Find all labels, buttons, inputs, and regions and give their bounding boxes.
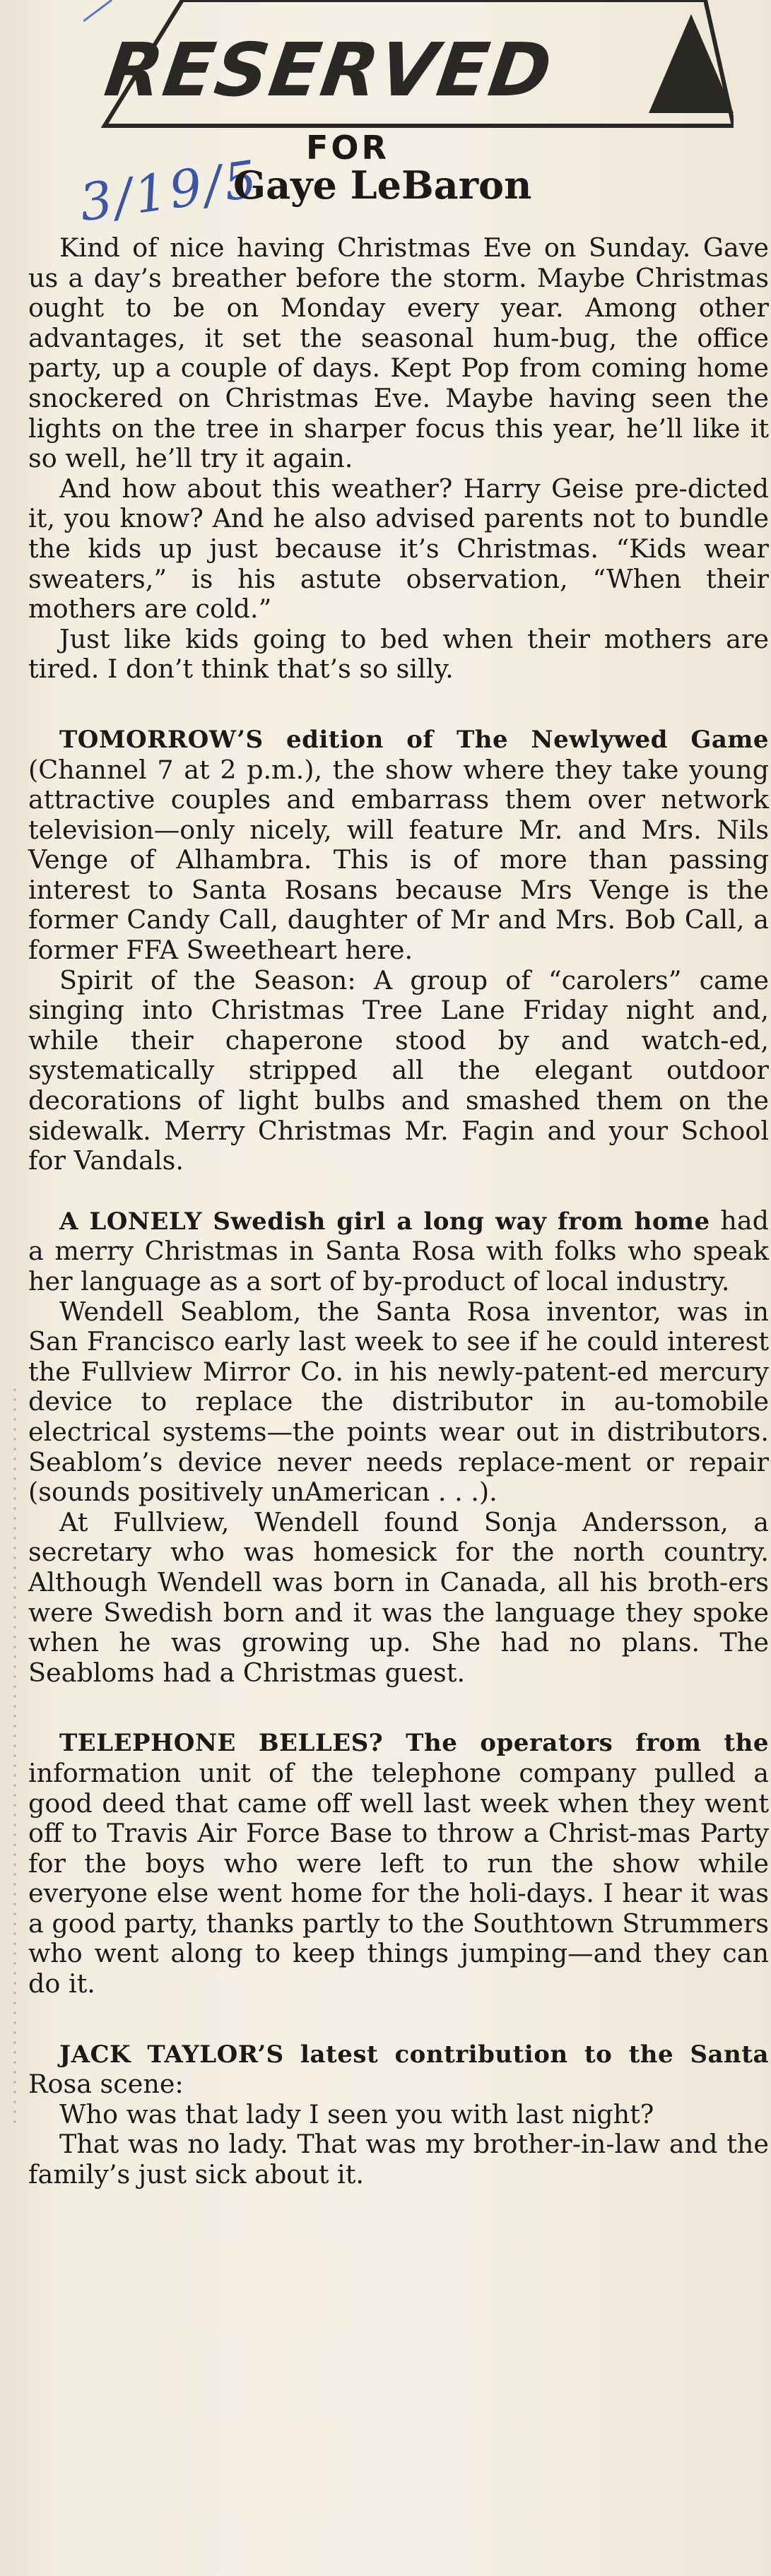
paragraph: TELEPHONE BELLES? The operators from the information unit of the telephone company pulled a good deed that came off well last week when they went off to Travis Air Force Base to throw a Christ-mas Party for the boys who were left to run the show while everyone else went home for the holi-days. I hear it was a good party, thanks partly to the Southtown Strummers who went along to keep things jumping—and they can do it.: [28, 1729, 769, 1999]
paragraph: And how about this weather? Harry Geise pre-dicted it, you know? And he also advised parents not to bundle the kids up just because it’s Christmas. “Kids wear sweaters,” is his astute observation, “When their mothers are cold.”: [28, 473, 769, 625]
paragraph: Kind of nice having Christmas Eve on Sunday. Gave us a day’s breather before the storm. Maybe Christmas ought to be on Monday every year. Among other advantages, it set the seasonal hum-bug, the office party, up a couple of days. Kept Pop from coming home snockered on Christmas Eve. Maybe having seen the lights on the tree in sharper focus this year, he’ll like it so well, he’ll try it again.: [28, 232, 769, 474]
paragraph: Wendell Seablom, the Santa Rosa inventor, was in San Francisco early last week to see if he could interest the Fullview Mirror Co. in his newly-patent-ed mercury device to replace the distributor in au-tomobile electrical systems—the points wear out in distributors. Seablom’s device never needs replace-ment or repair (sounds positively unAmerican . . .).: [28, 1296, 769, 1508]
paragraph: TOMORROW’S edition of The Newlywed Game (Channel 7 at 2 p.m.), the show where they take young attractive couples and embarrass them over network television—only nicely, will feature Mr. and Mrs. Nils Venge of Alhambra. This is of more than passing interest to Santa Rosans because Mrs Venge is the former Candy Call, daughter of Mr and Mrs. Bob Call, a former FFA Sweetheart here.: [28, 725, 769, 966]
section-lead: TOMORROW’S edition of The Newlywed Game: [59, 725, 769, 754]
handwritten-note: 3/19/5: [76, 148, 264, 233]
section-lead: JACK TAYLOR’S latest contribution to the Santa: [59, 2040, 769, 2069]
paragraph: Who was that lady I seen you with last night?: [59, 2098, 654, 2129]
paragraph: Just like kids going to bed when their mothers are tired. I don’t think that’s so silly.: [28, 623, 769, 685]
perforation-edge: [11, 1385, 18, 2127]
section-lead: TELEPHONE BELLES? The operators from the: [59, 1729, 769, 1758]
paragraph: JACK TAYLOR’S latest contribution to the Santa Rosa scene:: [28, 2040, 769, 2100]
column-body: [28, 233, 769, 2190]
banner-title: RESERVED: [100, 27, 558, 113]
for-label: FOR: [306, 129, 389, 167]
paragraph: A LONELY Swedish girl a long way from home had a merry Christmas in Santa Rosa with folks who speak her language as a sort of by-product of local industry.: [28, 1205, 769, 1296]
section-lead: A LONELY Swedish girl a long way from home: [59, 1207, 710, 1236]
paragraph: At Fullview, Wendell found Sonja Andersson, a secretary who was homesick for the north country. Although Wendell was born in Canada, all his broth-ers were Swedish born and it was the language they spoke when he was growing up. She had no plans. The Seabloms had a Christmas guest.: [28, 1506, 769, 1688]
paragraph: Spirit of the Season: A group of “carolers” came singing into Christmas Tree Lane Friday night and, while their chaperone stood by and watch-ed, systematically stripped all the elegant outdoor decorations of light bulbs and smashed them on the sidewalk. Merry Christmas Mr. Fagin and your School for Vandals.: [28, 964, 769, 1176]
paragraph: That was no lady. That was my brother-in-law and the family’s just sick about it.: [28, 2129, 769, 2190]
byline: Gaye LeBaron: [233, 163, 532, 208]
